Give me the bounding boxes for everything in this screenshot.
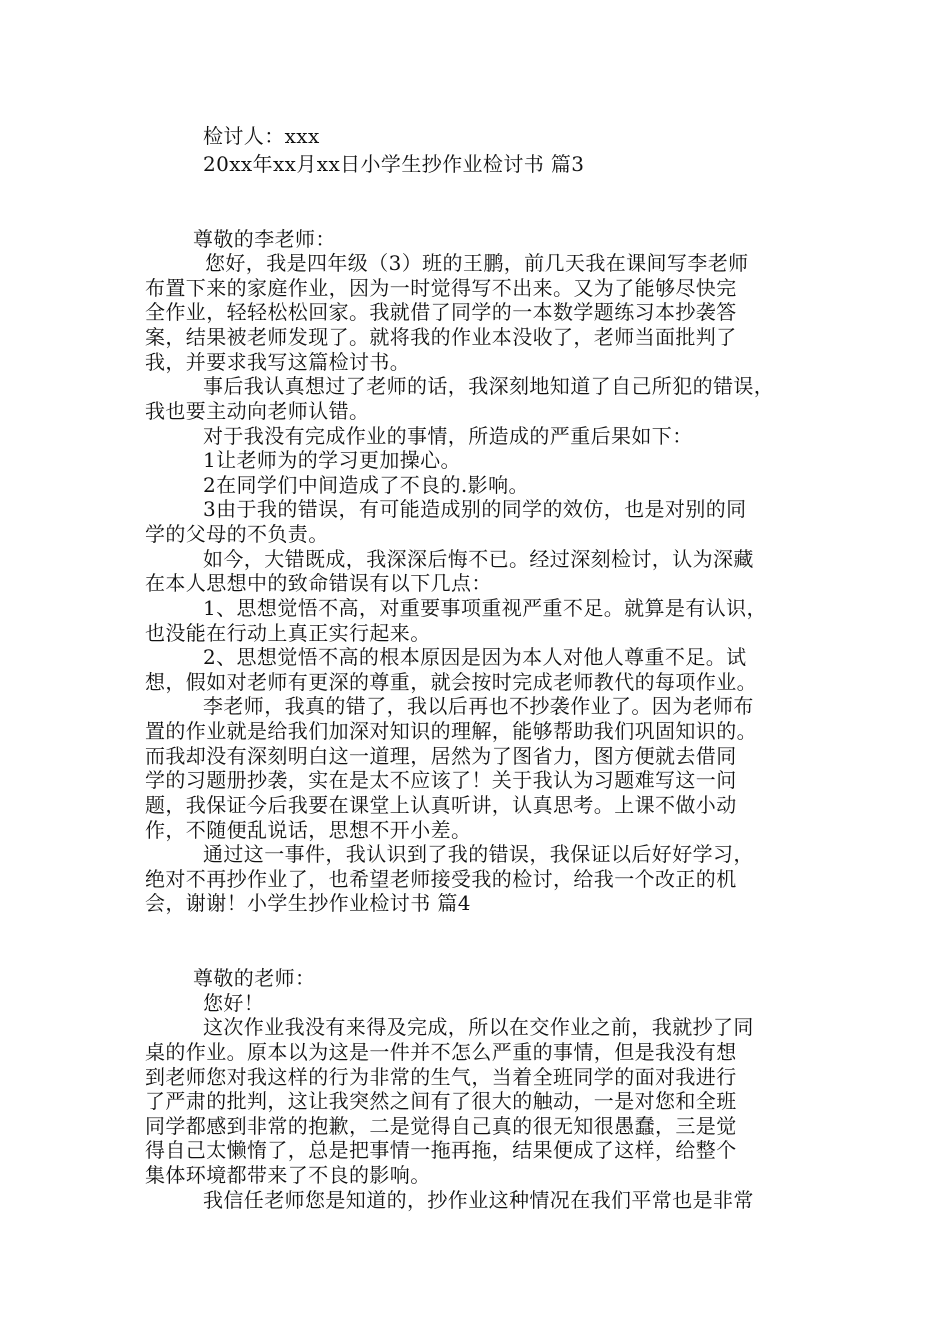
text-line: 我信任老师您是知道的，抄作业这种情况在我们平常也是非常 [203,1188,754,1212]
salutation: 尊敬的老师： [193,966,316,990]
text-line: 想，假如对老师有更深的尊重，就会按时完成老师教代的每项作业。 [145,670,757,694]
text-line: 得自己太懒惰了，总是把事情一拖再拖，结果便成了这样，给整个 [145,1138,737,1162]
text-line: 集体环境都带来了不良的影响。 [145,1163,431,1187]
text-line: 了严肃的批判，这让我突然之间有了很大的触动，一是对您和全班 [145,1089,737,1113]
text-line: 题，我保证今后我要在课堂上认真听讲，认真思考。上课不做小动 [145,793,737,817]
list-item: 2在同学们中间造成了不良的.影响。 [203,473,529,497]
date-title-line: 20xx年xx月xx日小学生抄作业检讨书 篇3 [203,152,585,176]
text-line: 我也要主动向老师认错。 [145,399,370,423]
text-line: 桌的作业。原本以为这是一件并不怎么严重的事情，但是我没有想 [145,1040,737,1064]
text-line: 置的作业就是给我们加深对知识的理解，能够帮助我们巩固知识的。 [145,719,757,743]
text-line: 全作业，轻轻松松回家。我就借了同学的一本数学题练习本抄袭答 [145,300,737,324]
text-line: 同学都感到非常的抱歉，二是觉得自己真的很无知很愚蠢，三是觉 [145,1114,737,1138]
text-line: 您好，我是四年级（3）班的王鹏，前几天我在课间写李老师 [205,251,749,275]
list-item: 1让老师为的学习更加操心。 [203,448,461,472]
list-item: 3由于我的错误，有可能造成别的同学的效仿，也是对别的同 [203,497,747,521]
text-line: 在本人思想中的致命错误有以下几点： [145,571,492,595]
signature-line: 检讨人：xxx [203,124,320,148]
text-line: 到老师您对我这样的行为非常的生气，当着全班同学的面对我进行 [145,1065,737,1089]
text-line: 也没能在行动上真正实行起来。 [145,621,431,645]
text-line: 您好！ [203,991,265,1015]
text-line: 案，结果被老师发现了。就将我的作业本没收了，老师当面批判了 [145,325,737,349]
text-line: 通过这一事件，我认识到了我的错误，我保证以后好好学习， [203,842,754,866]
text-line: 1、思想觉悟不高，对重要事项重视严重不足。就算是有认识， [203,596,767,620]
text-line: 而我却没有深刻明白这一道理，居然为了图省力，图方便就去借同 [145,744,737,768]
text-line: 布置下来的家庭作业，因为一时觉得写不出来。又为了能够尽快完 [145,276,737,300]
text-line: 我，并要求我写这篇检讨书。 [145,350,411,374]
salutation: 尊敬的李老师： [193,227,336,251]
text-line: 李老师，我真的错了，我以后再也不抄袭作业了。因为老师布 [203,694,754,718]
text-line: 如今，大错既成，我深深后悔不已。经过深刻检讨，认为深藏 [203,547,754,571]
text-line: 对于我没有完成作业的事情，所造成的严重后果如下： [203,424,693,448]
text-line: 学的父母的不负责。 [145,522,329,546]
text-line: 作，不随便乱说话，思想不开小差。 [145,818,472,842]
text-line: 绝对不再抄作业了，也希望老师接受我的检讨，给我一个改正的机 [145,867,737,891]
text-line: 事后我认真想过了老师的话，我深刻地知道了自己所犯的错误， [203,374,775,398]
text-line: 2、思想觉悟不高的根本原因是因为本人对他人尊重不足。试 [203,645,747,669]
text-line: 会，谢谢！小学生抄作业检讨书 篇4 [145,891,471,915]
text-line: 这次作业我没有来得及完成，所以在交作业之前，我就抄了同 [203,1015,754,1039]
text-line: 学的习题册抄袭，实在是太不应该了！关于我认为习题难写这一问 [145,768,737,792]
